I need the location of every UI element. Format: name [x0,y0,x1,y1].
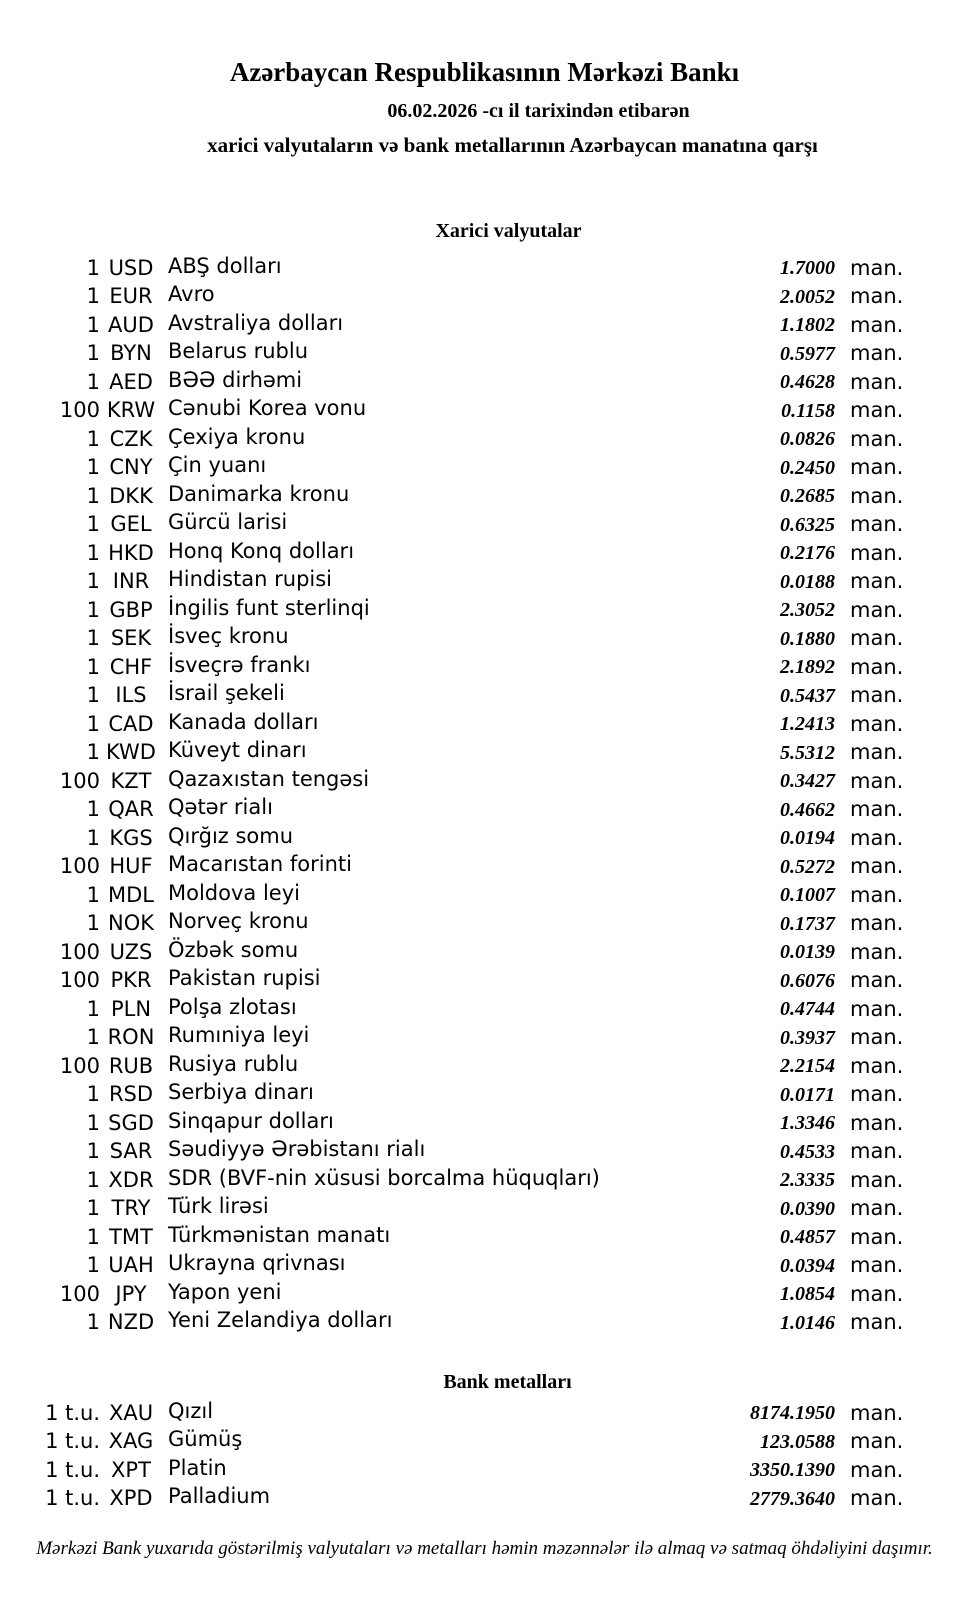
currency-name: Gürcü larisi [168,510,288,535]
rate-row [0,1485,905,1514]
currency-code: ILS [115,683,147,708]
currency-code: PKR [110,968,152,993]
currency-name: Qızıl [168,1398,214,1423]
quantity-cell: 1 [86,740,100,765]
currency-code: GEL [110,512,152,537]
rate-row [0,1109,905,1138]
rate-row [0,682,905,711]
quantity-cell: 1 [86,255,100,280]
rate-row [0,1081,905,1110]
currency-name: Macarıstan forinti [168,852,352,877]
quantity-cell: 1 [86,1167,100,1192]
currency-name: Serbiya dinarı [168,1080,314,1105]
rate-value: 0.2685 [780,485,835,508]
quantity-cell: 1 [86,825,100,850]
currency-name: İsveç kronu [168,624,289,649]
quantity-cell: 1 [86,512,100,537]
rate-value: 0.4628 [780,371,835,394]
unit-label: man. [850,939,904,964]
quantity-cell: 1 [86,455,100,480]
unit-label: man. [850,569,904,594]
quantity-cell: 100 [59,398,100,423]
effective-date-line: 06.02.2026 -cı il tarixindən etibarən [387,100,690,122]
currency-code: XAU [108,1400,154,1425]
currency-name: Çin yuanı [168,453,267,478]
unit-label: man. [850,996,904,1021]
unit-label: man. [850,1025,904,1050]
currency-code: SAR [109,1139,153,1164]
unit-label: man. [850,455,904,480]
rate-row [0,368,905,397]
currency-name: Ukrayna qrivnası [168,1251,346,1276]
quantity-cell: 1 [86,626,100,651]
currency-code: RSD [108,1082,154,1107]
quantity-cell: 1 [86,654,100,679]
unit-label: man. [850,1486,904,1511]
rate-row [0,425,905,454]
rate-value: 0.4857 [780,1226,835,1249]
unit-label: man. [850,1310,904,1335]
currency-code: GBP [109,597,153,622]
currency-code: EUR [109,284,153,309]
currency-name: Palladium [168,1484,271,1509]
unit-label: man. [850,284,904,309]
currency-name: İsveçrə frankı [168,652,311,677]
currency-name: Yapon yeni [168,1279,282,1304]
unit-label: man. [850,654,904,679]
quantity-cell: 100 [59,768,100,793]
rate-value: 0.5977 [780,342,835,365]
currencies-section-title: Xarici valyutalar [435,220,582,242]
quantity-cell: 1 [86,1196,100,1221]
unit-label: man. [850,369,904,394]
currency-name: Qətər rialı [168,795,273,820]
rate-value: 8174.1950 [750,1402,835,1425]
quantity-cell: 1 [86,882,100,907]
quantity-cell: 1 [86,683,100,708]
currency-name: Özbək somu [168,937,299,962]
unit-label: man. [850,1429,904,1454]
rate-row [0,739,905,768]
quantity-cell: 1 [86,1310,100,1335]
currency-code: CZK [109,426,153,451]
unit-label: man. [850,1167,904,1192]
unit-label: man. [850,312,904,337]
unit-label: man. [850,1253,904,1278]
quantity-cell: 1 [86,911,100,936]
quantity-cell: 1 [86,797,100,822]
rate-value: 0.5437 [780,684,835,707]
currency-code: SGD [108,1110,154,1135]
rate-value: 0.4744 [780,998,835,1021]
currency-name: SDR (BVF-nin xüsusi borcalma hüquqları) [168,1165,600,1190]
rate-row [0,1166,905,1195]
rate-value: 1.7000 [780,257,835,280]
rate-row [0,568,905,597]
quantity-cell: 1 [86,341,100,366]
page-title: Azərbaycan Respublikasının Mərkəzi Bankı [229,57,740,87]
currency-code: MDL [108,882,154,907]
currency-name: Platin [168,1455,227,1480]
unit-label: man. [850,483,904,508]
rate-value: 0.3427 [780,770,835,793]
currency-name: Türkmənistan manatı [168,1222,391,1247]
currency-code: KWD [106,740,156,765]
rate-row [0,1052,905,1081]
rate-row [0,1195,905,1224]
currency-name: Rumıniya leyi [168,1023,310,1048]
rate-value: 3350.1390 [750,1459,835,1482]
currency-name: Rusiya rublu [168,1051,299,1076]
rate-value: 2.2154 [780,1055,835,1078]
unit-label: man. [850,1139,904,1164]
unit-label: man. [850,1224,904,1249]
currency-name: Pakistan rupisi [168,966,321,991]
rate-value: 0.4662 [780,798,835,821]
currency-code: RON [107,1025,155,1050]
quantity-cell: 1 t.u. [45,1486,100,1511]
currency-name: Polşa zlotası [168,994,297,1019]
rate-value: 2.1892 [780,656,835,679]
rate-value: 0.1880 [780,627,835,650]
currency-code: XPD [109,1486,153,1511]
currency-name: Honq Konq dolları [168,538,355,563]
currency-name: Avstraliya dolları [168,310,344,335]
currency-code: CAD [108,711,154,736]
currency-code: XAG [108,1429,154,1454]
currency-name: Qırğız somu [168,823,294,848]
rate-row [0,1309,905,1338]
currency-code: JPY [115,1281,147,1306]
quantity-cell: 1 [86,996,100,1021]
currency-name: Avro [168,282,215,307]
quantity-cell: 100 [59,854,100,879]
currency-code: INR [112,569,150,594]
rate-row [0,311,905,340]
currency-code: XPT [111,1457,151,1482]
rate-row [0,796,905,825]
page-subtitle: xarici valyutaların və bank metallarının Azərbaycan manatına qarşı [207,133,818,157]
currency-code: AUD [108,312,154,337]
quantity-cell: 1 t.u. [45,1400,100,1425]
quantity-cell: 1 [86,1139,100,1164]
currency-code: KRW [106,398,156,423]
currency-name: İsrail şekeli [168,681,285,706]
unit-label: man. [850,1053,904,1078]
rate-value: 1.1802 [780,314,835,337]
rate-row [0,454,905,483]
quantity-cell: 1 [86,1253,100,1278]
unit-label: man. [850,540,904,565]
rate-row [0,938,905,967]
currency-name: Türk lirəsi [168,1194,269,1219]
quantity-cell: 1 [86,284,100,309]
quantity-cell: 1 t.u. [45,1429,100,1454]
rate-row [0,995,905,1024]
rate-value: 5.5312 [780,741,835,764]
unit-label: man. [850,882,904,907]
currency-name: Belarus rublu [168,339,309,364]
quantity-cell: 1 [86,597,100,622]
unit-label: man. [850,1281,904,1306]
unit-label: man. [850,255,904,280]
rate-row [0,653,905,682]
currency-name: Moldova leyi [168,880,300,905]
unit-label: man. [850,711,904,736]
currency-code: CNY [109,455,153,480]
unit-label: man. [850,1196,904,1221]
rate-row [0,1138,905,1167]
rate-row [0,1223,905,1252]
metal-rates-list [0,1399,905,1513]
rate-value: 0.5272 [780,855,835,878]
currency-name: Kanada dolları [168,709,319,734]
unit-label: man. [850,597,904,622]
currency-name: Çexiya kronu [168,424,306,449]
unit-label: man. [850,683,904,708]
unit-label: man. [850,1400,904,1425]
currency-code: TRY [111,1196,151,1221]
rate-row [0,1399,905,1428]
rate-row [0,340,905,369]
currency-code: NZD [107,1310,155,1335]
currency-code: TMT [109,1224,153,1249]
unit-label: man. [850,740,904,765]
currency-name: Cənubi Korea vonu [168,396,367,421]
unit-label: man. [850,911,904,936]
quantity-cell: 1 [86,1025,100,1050]
currency-code: HUF [109,854,153,879]
currency-name: Gümüş [168,1427,243,1452]
quantity-cell: 100 [59,1281,100,1306]
rate-value: 0.1158 [781,399,835,422]
rate-row [0,1252,905,1281]
rate-value: 1.2413 [780,713,835,736]
rate-row [0,967,905,996]
rate-value: 0.2450 [780,456,835,479]
rate-value: 2.3335 [780,1169,835,1192]
unit-label: man. [850,797,904,822]
currency-code: NOK [107,911,154,936]
rate-row [0,596,905,625]
unit-label: man. [850,626,904,651]
disclaimer-text: Mərkəzi Bank yuxarıda göstərilmiş valyutaları və metalları həmin məzənnələr ilə almaq və satmaq öhdəliyini daşımır. [36,1538,933,1559]
unit-label: man. [850,825,904,850]
rate-value: 0.0171 [780,1083,835,1106]
currency-code: PLN [110,996,152,1021]
currency-code: HKD [108,540,154,565]
currency-code: XDR [108,1167,154,1192]
rate-value: 2.3052 [780,599,835,622]
rate-value: 2779.3640 [750,1487,835,1510]
currency-code: USD [108,255,154,280]
currency-name: Sinqapur dolları [168,1108,334,1133]
quantity-cell: 1 [86,711,100,736]
rate-row [0,710,905,739]
unit-label: man. [850,398,904,423]
currency-code: UZS [109,939,153,964]
rate-row [0,767,905,796]
rate-row [0,539,905,568]
quantity-cell: 1 [86,483,100,508]
rate-value: 0.0139 [780,941,835,964]
quantity-cell: 1 [86,1082,100,1107]
currency-name: Yeni Zelandiya dolları [168,1308,393,1333]
currency-name: İngilis funt sterlinqi [168,595,370,620]
rate-value: 1.3346 [780,1112,835,1135]
unit-label: man. [850,512,904,537]
rate-value: 0.6325 [780,513,835,536]
currency-name: Norveç kronu [168,909,309,934]
rate-value: 123.0588 [760,1430,835,1453]
rate-value: 0.0826 [780,428,835,451]
currency-name: Küveyt dinarı [168,738,307,763]
quantity-cell: 1 t.u. [45,1457,100,1482]
unit-label: man. [850,1082,904,1107]
currency-code: CHF [109,654,153,679]
currency-name: ABŞ dolları [168,253,282,278]
currency-code: BYN [110,341,152,366]
unit-label: man. [850,854,904,879]
rate-value: 0.0188 [780,570,835,593]
quantity-cell: 100 [59,1053,100,1078]
currency-code: SEK [110,626,152,651]
currency-code: RUB [108,1053,154,1078]
unit-label: man. [850,1110,904,1135]
rate-value: 0.3937 [780,1026,835,1049]
quantity-cell: 100 [59,968,100,993]
rate-row [0,1280,905,1309]
currency-name: BƏƏ dirhəmi [168,367,303,392]
rate-row [0,482,905,511]
quantity-cell: 1 [86,1224,100,1249]
rate-value: 2.0052 [780,285,835,308]
quantity-cell: 1 [86,312,100,337]
rate-row [0,881,905,910]
currency-name: Danimarka kronu [168,481,350,506]
rate-value: 0.1737 [780,912,835,935]
rate-value: 0.0390 [780,1197,835,1220]
rate-row [0,1456,905,1485]
metals-section-title: Bank metalları [443,1371,572,1393]
rate-value: 0.2176 [780,542,835,565]
unit-label: man. [850,968,904,993]
rate-row [0,1428,905,1457]
currency-code: KGS [109,825,153,850]
currency-name: Hindistan rupisi [168,567,333,592]
unit-label: man. [850,768,904,793]
currency-code: AED [109,369,153,394]
rate-row [0,283,905,312]
unit-label: man. [850,1457,904,1482]
rate-row [0,824,905,853]
rate-value: 0.4533 [780,1140,835,1163]
quantity-cell: 100 [59,939,100,964]
rate-row [0,1024,905,1053]
rate-row [0,853,905,882]
rate-value: 1.0146 [780,1311,835,1334]
rate-value: 0.1007 [780,884,835,907]
quantity-cell: 1 [86,369,100,394]
unit-label: man. [850,341,904,366]
currency-code: KZT [110,768,152,793]
currency-name: Səudiyyə Ərəbistanı rialı [168,1137,426,1162]
currency-code: DKK [109,483,153,508]
rate-value: 1.0854 [780,1283,835,1306]
currency-code: QAR [108,797,154,822]
currency-rates-list [0,254,905,1337]
unit-label: man. [850,426,904,451]
rate-value: 0.0194 [780,827,835,850]
quantity-cell: 1 [86,1110,100,1135]
quantity-cell: 1 [86,540,100,565]
rate-row [0,254,905,283]
rate-row [0,910,905,939]
rate-row [0,397,905,426]
quantity-cell: 1 [86,569,100,594]
rate-row [0,511,905,540]
rate-row [0,625,905,654]
currency-code: UAH [108,1253,154,1278]
currency-name: Qazaxıstan tengəsi [168,766,370,791]
rate-value: 0.6076 [780,969,835,992]
rate-value: 0.0394 [780,1254,835,1277]
quantity-cell: 1 [86,426,100,451]
